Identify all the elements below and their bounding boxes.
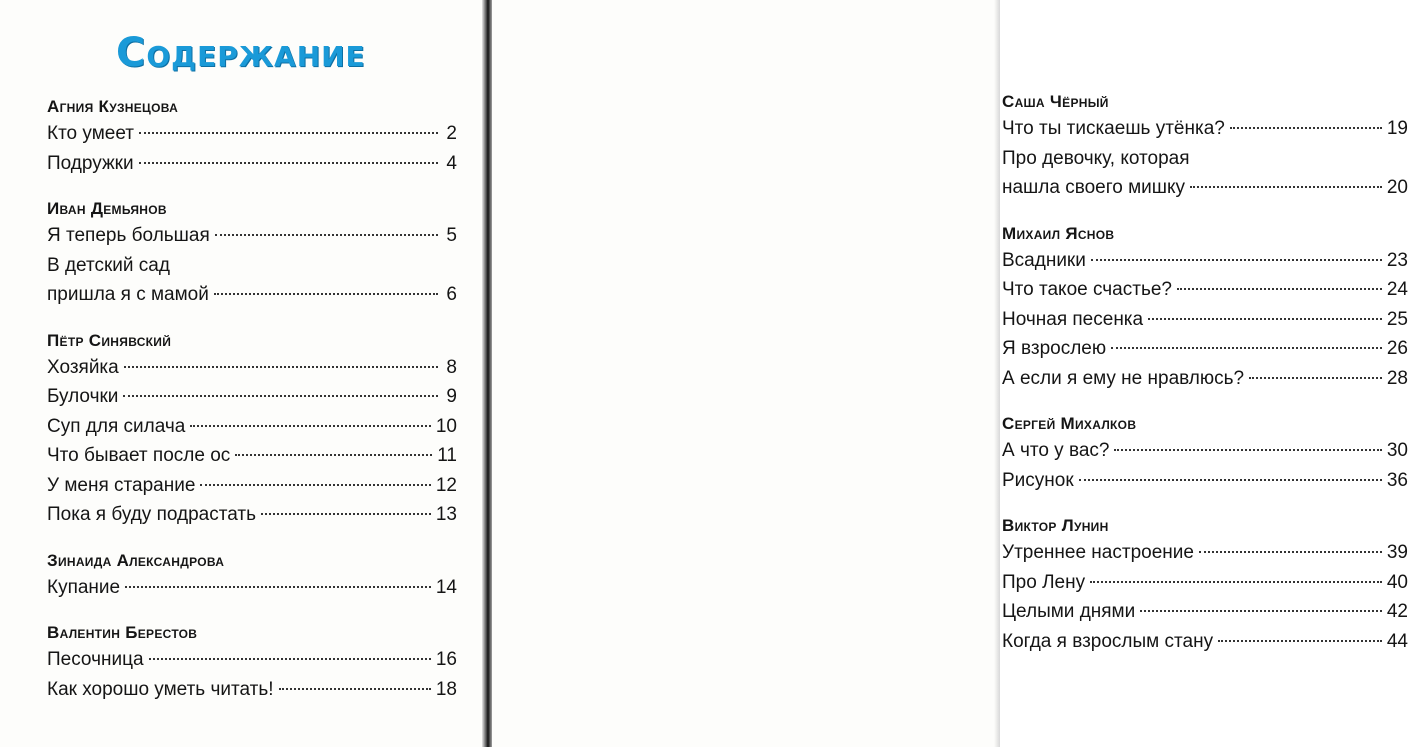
entry-title: Песочница — [47, 649, 144, 670]
dot-leader — [1249, 377, 1382, 379]
entry-title: В детский сад — [47, 254, 170, 276]
entry-title: Всадники — [1002, 249, 1086, 271]
dot-leader — [125, 586, 431, 588]
page-number: 18 — [435, 678, 457, 700]
dot-leader — [139, 132, 438, 134]
page-number: 23 — [1386, 249, 1408, 271]
dot-leader — [1148, 318, 1382, 320]
toc-entry — [1002, 305, 1408, 335]
toc-entry — [47, 573, 457, 603]
page-number: 28 — [1386, 367, 1408, 389]
author-name: Саша Чёрный — [1002, 92, 1109, 111]
entry-title: Про Лену — [1002, 571, 1086, 593]
entry-title: Купание — [47, 576, 121, 598]
toc-entry — [47, 149, 457, 179]
toc-entry — [1002, 114, 1408, 144]
toc-entry — [1002, 364, 1408, 394]
dot-leader — [1230, 127, 1382, 129]
page-number: 42 — [1386, 601, 1408, 622]
page-number: 16 — [435, 649, 457, 670]
dot-leader — [261, 513, 431, 515]
page-number: 4 — [446, 152, 457, 174]
dot-leader — [1177, 288, 1382, 290]
entry-title: Что ты тискаешь утёнка? — [1002, 118, 1225, 139]
toc-entry — [1002, 627, 1408, 657]
entry-title: А что у вас? — [1002, 440, 1110, 461]
entry-title: Подружки — [47, 152, 134, 174]
toc-entry — [1002, 275, 1408, 305]
author-name: Иван Демьянов — [47, 199, 167, 218]
page-number: 36 — [1386, 469, 1408, 491]
dot-leader — [1090, 581, 1382, 583]
page-number: 6 — [446, 284, 457, 305]
toc-entry — [47, 382, 457, 412]
dot-leader — [1111, 347, 1382, 349]
entry-title: Я теперь большая — [47, 225, 210, 246]
page-number: 8 — [446, 356, 457, 378]
page-number: 44 — [1386, 630, 1408, 652]
page-number: 9 — [446, 386, 457, 407]
toc-entry — [1002, 436, 1408, 466]
page-number: 39 — [1386, 542, 1408, 563]
toc-entry — [47, 645, 457, 675]
page-number: 5 — [446, 225, 457, 246]
entry-title: Про девочку, которая — [1002, 147, 1190, 169]
entry-title: Кто умеет — [47, 123, 134, 144]
toc-entry — [47, 675, 457, 705]
dot-leader — [200, 484, 430, 486]
author-name: Виктор Лунин — [1002, 516, 1109, 535]
toc-entry — [1002, 597, 1408, 627]
author-name: Агния Кузнецова — [47, 97, 179, 116]
dot-leader — [1190, 186, 1382, 188]
page-number: 14 — [435, 576, 457, 598]
toc-entry — [1002, 334, 1408, 364]
page-number: 11 — [437, 445, 457, 466]
dot-leader — [124, 366, 438, 368]
toc-entry — [47, 441, 457, 471]
dot-leader — [214, 293, 438, 295]
page-number: 40 — [1386, 571, 1408, 593]
dot-leader — [123, 395, 438, 397]
dot-leader — [139, 162, 438, 164]
entry-title: нашла своего мишку — [1002, 177, 1186, 198]
right-toc-column — [1002, 90, 1408, 656]
dot-leader — [149, 658, 431, 660]
page-number: 20 — [1386, 177, 1408, 198]
entry-title: Утреннее настроение — [1002, 542, 1194, 563]
entry-title: Целыми днями — [1002, 601, 1136, 622]
dot-leader — [1114, 449, 1381, 451]
toc-entry — [1002, 568, 1408, 598]
entry-title: Как хорошо уметь читать! — [47, 678, 274, 700]
author-name: Михаил Яснов — [1002, 223, 1115, 243]
dot-leader — [1199, 551, 1382, 553]
page-number: 19 — [1386, 118, 1408, 139]
page-number: 2 — [446, 123, 457, 144]
toc-entry — [1002, 246, 1408, 276]
entry-title: пришла я с мамой — [47, 284, 209, 305]
dot-leader — [1091, 259, 1382, 261]
dot-leader — [1140, 610, 1382, 612]
toc-entry — [1002, 466, 1408, 496]
dot-leader — [235, 454, 432, 456]
left-page — [0, 0, 484, 747]
dot-leader — [190, 425, 431, 427]
page-number: 25 — [1386, 308, 1408, 330]
toc-entry — [47, 500, 457, 530]
author-name: Валентин Берестов — [47, 623, 198, 642]
toc-entry — [1002, 144, 1408, 203]
entry-title: Ночная песенка — [1002, 308, 1144, 330]
entry-title: Пока я буду подрастать — [47, 504, 256, 525]
page-number: 13 — [435, 504, 457, 525]
toc-entry — [47, 471, 457, 501]
page-number: 12 — [435, 474, 457, 496]
dot-leader — [215, 234, 438, 236]
dot-leader — [1079, 479, 1382, 481]
entry-title: Что бывает после ос — [47, 445, 231, 466]
entry-title: Я взрослею — [1002, 338, 1107, 359]
page-number: 30 — [1386, 440, 1408, 461]
toc-entry — [47, 119, 457, 149]
author-name: Зинаида Александрова — [47, 550, 225, 570]
page-number: 26 — [1386, 338, 1408, 359]
entry-title: Рисунок — [1002, 469, 1074, 491]
entry-title: А если я ему не нравлюсь? — [1002, 367, 1245, 389]
entry-title: Суп для силача — [47, 415, 186, 437]
entry-title: Когда я взрослым стану — [1002, 630, 1214, 652]
page-number: 10 — [435, 415, 457, 437]
author-name: Пётр Синявский — [47, 330, 172, 350]
left-toc-column — [47, 95, 457, 704]
entry-title: Что такое счастье? — [1002, 279, 1172, 300]
toc-entry — [47, 412, 457, 442]
toc-entry — [1002, 538, 1408, 568]
dot-leader — [279, 688, 431, 690]
entry-title: Булочки — [47, 386, 119, 407]
toc-title: Содержание — [116, 30, 366, 76]
author-name: Сергей Михалков — [1002, 414, 1137, 433]
toc-entry — [47, 353, 457, 383]
entry-title: Хозяйка — [47, 356, 119, 378]
dot-leader — [1218, 640, 1382, 642]
toc-entry — [47, 251, 457, 310]
entry-title: У меня старание — [47, 474, 196, 496]
toc-entry — [47, 221, 457, 251]
page-edge — [994, 0, 1000, 747]
right-page — [492, 0, 1408, 747]
page-number: 24 — [1386, 279, 1408, 300]
